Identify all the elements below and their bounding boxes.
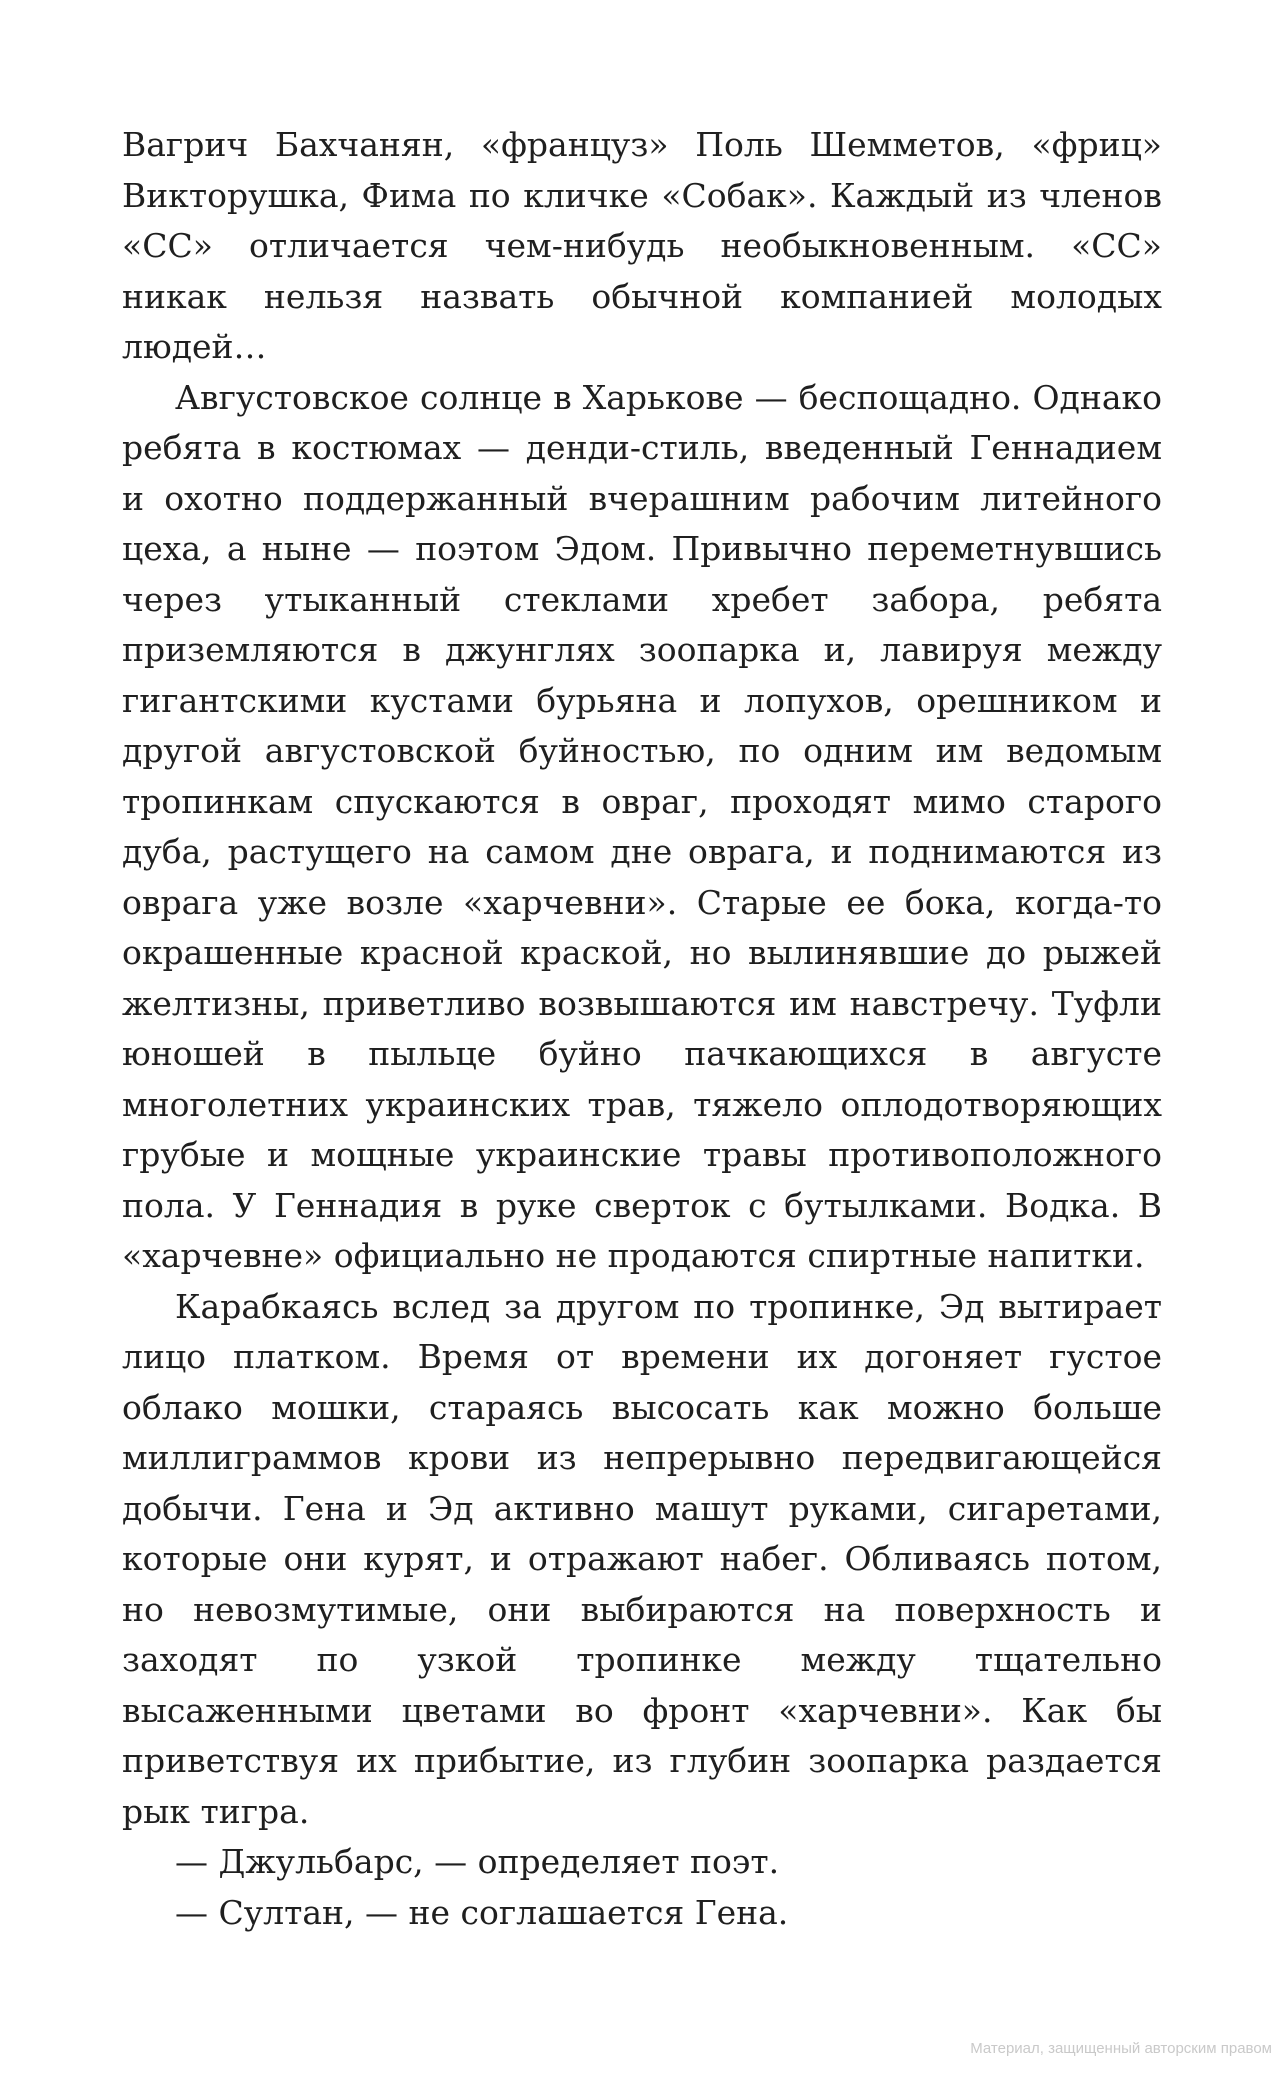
copyright-watermark: Материал, защищенный авторским правом — [970, 2040, 1272, 2057]
paragraph-3: Карабкаясь вслед за другом по тропинке, Эд вытирает лицо платком. Время от времени их догоняет густое облако мошки, стараясь высосать как можно больше миллиграммов крови из непрерывно передвигающейся добычи. Гена и Эд активно машут руками, сигаретами, которые они курят, и отражают набег. Обливаясь потом, но невозмутимые, они выбираются на поверхность и заходят по узкой тропинке между тщательно высаженными цветами во фронт «харчевни». Как бы приветствуя их прибытие, из глубин зоопарка раздается рык тигра. — [122, 1286, 1162, 1831]
paragraph-1: Вагрич Бахчанян, «француз» Поль Шемметов, «фриц» Викторушка, Фима по кличке «Собак». Каждый из членов «СС» отличается чем-нибудь необыкновенным. «СС» никак нельзя назвать обычной компанией молодых людей… — [122, 125, 1162, 366]
dialogue-line-2: — Султан, — не соглашается Гена. — [175, 1892, 789, 1932]
page-text — [122, 120, 1162, 1938]
dialogue-line-1: — Джульбарс, — определяет поэт. — [175, 1842, 780, 1881]
paragraph-2: Августовское солнце в Харькове — беспощадно. Однако ребята в костюмах — денди-стиль, введенный Геннадием и охотно поддержанный вчерашним рабочим литейного цеха, а ныне — поэтом Эдом. Привычно переметнувшись через утыканный стеклами хребет забора, ребята приземляются в джунглях зоопарка и, лавируя между гигантскими кустами бурьяна и лопухов, орешником и другой августовской буйностью, по одним им ведомым тропинкам спускаются в овраг, проходят мимо старого дуба, растущего на самом дне оврага, и поднимаются из оврага уже возле «харчевни». Старые ее бока, когда-то окрашенные красной краской, но вылинявшие до рыжей желтизны, приветливо возвышаются им навстречу. Туфли юношей в пыльце буйно пачкающихся в августе многолетних украинских трав, тяжело оплодотворяющих грубые и мощные украинские травы противоположного пола. У Геннадия в руке сверток с бутылками. Водка. В «харчевне» официально не продаются спиртные напитки. — [122, 377, 1162, 1275]
